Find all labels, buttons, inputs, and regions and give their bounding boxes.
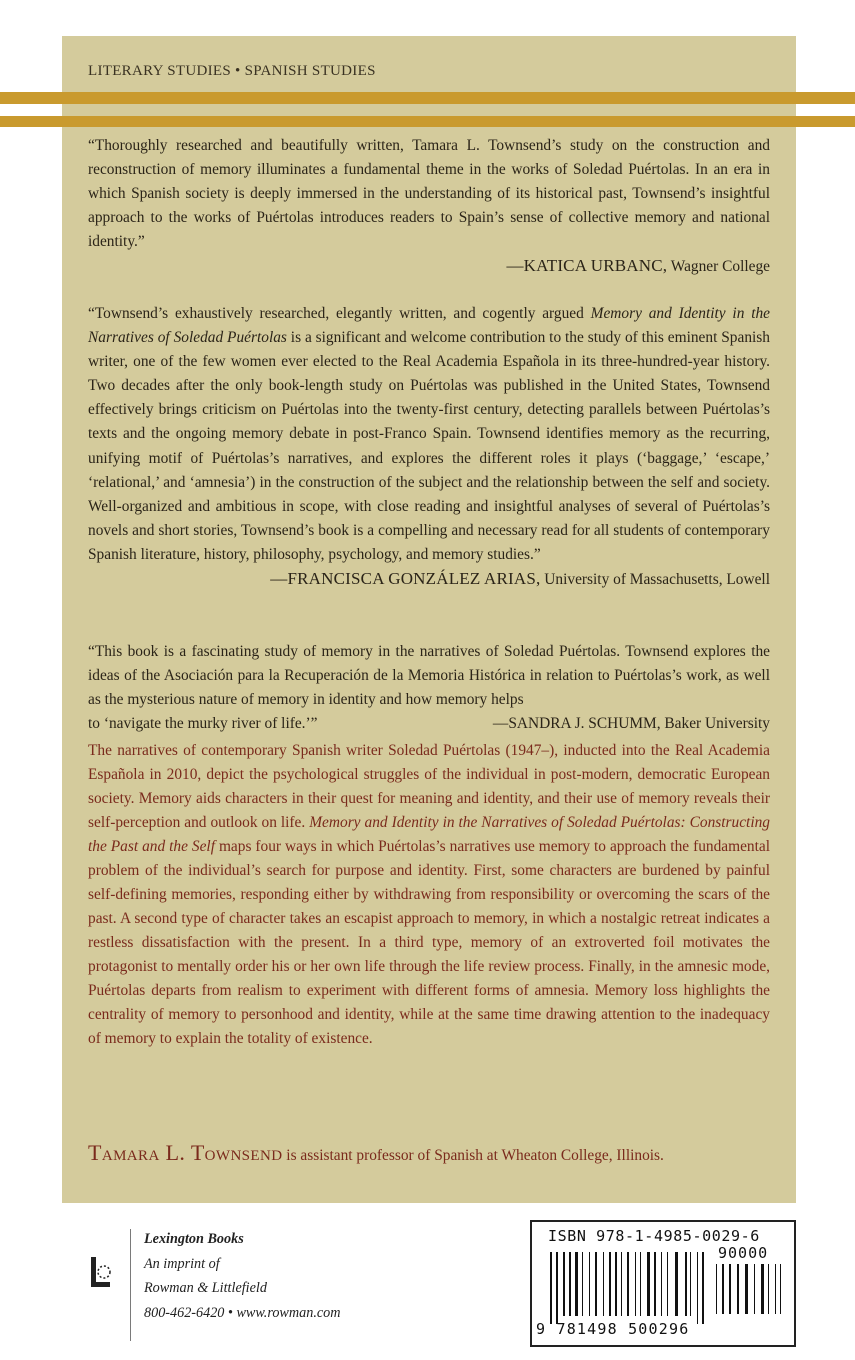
- barcode-bar: [563, 1252, 565, 1316]
- book-full-title: Memory and Identity in the Narratives of Soledad Puértolas: Constructing the Past and the Self: [88, 814, 770, 855]
- review-schumm: [88, 640, 770, 736]
- review-text-start: “Townsend’s exhaustively researched, elegantly written, and cogently argued: [88, 305, 591, 322]
- reviewer-affiliation: Baker University: [664, 715, 770, 733]
- barcode-bar: [640, 1252, 641, 1316]
- review-closing-text: to ‘navigate the murky river of life.’”: [88, 715, 318, 733]
- reviewer-affiliation: Wagner College: [670, 258, 770, 276]
- barcode-bar: [550, 1252, 552, 1324]
- barcode-bar: [615, 1252, 617, 1316]
- barcode-bar: [635, 1252, 636, 1316]
- publisher-contact: 800-462-6420 • www.rowman.com: [144, 1304, 341, 1321]
- barcode-bar: [627, 1252, 629, 1316]
- lexington-books-logo-icon: [88, 1253, 116, 1293]
- barcode-bar: [685, 1252, 687, 1316]
- author-name: Tamara L. Townsend: [88, 1140, 283, 1165]
- barcode-bar: [729, 1264, 731, 1314]
- book-title: Memory and Identity in the Narratives of Soledad Puértolas: [88, 305, 770, 347]
- barcode-bar: [603, 1252, 604, 1316]
- gold-stripe-top: [0, 92, 855, 104]
- parent-publisher: Rowman & Littlefield: [144, 1280, 267, 1296]
- barcode-bar: [761, 1264, 764, 1314]
- ean-digits: 9 781498 500296: [536, 1320, 690, 1338]
- publisher-name: Lexington Books: [144, 1231, 244, 1247]
- barcode-bar: [745, 1264, 748, 1314]
- barcode-bar: [556, 1252, 558, 1324]
- review-text: “This book is a fascinating study of memory in the narratives of Soledad Puértolas. Townsend explores the ideas of the Asociación para la Recuperación de la Memoria Histórica in relation to Puértolas’s work, as well as the mysterious nature of memory in identity and how memory helps: [88, 643, 770, 709]
- review-urbanc: [88, 134, 770, 280]
- barcode-bar: [768, 1264, 769, 1314]
- barcode-bar: [575, 1252, 578, 1316]
- barcode-bar: [667, 1252, 668, 1316]
- review-last-line: [88, 712, 770, 736]
- barcode-bar: [690, 1252, 691, 1316]
- reviewer-affiliation: University of Massachusetts, Lowell: [544, 571, 770, 589]
- barcode-bar: [737, 1264, 739, 1314]
- barcode-bar: [716, 1264, 717, 1314]
- price-barcode-bars: [716, 1264, 786, 1316]
- publisher-info: [144, 1227, 341, 1325]
- review-text: [88, 302, 770, 567]
- author-bio: [88, 1140, 778, 1166]
- barcode-bar: [654, 1252, 656, 1316]
- review-gonzalez-arias: [88, 302, 770, 592]
- review-attribution: [88, 567, 770, 592]
- description-start: The narratives of contemporary Spanish writer Soledad Puértolas (1947–), inducted into the Real Academia Española in 2010, depict the psychological struggles of the individual in post-modern, democratic European society. Memory aids characters in their quest for meaning and identity, and their use of memory reveals their self-perception and outlook on life.: [88, 742, 770, 831]
- isbn-label: ISBN 978-1-4985-0029-6: [548, 1227, 760, 1245]
- book-description: [88, 739, 770, 1051]
- barcode-bar: [702, 1252, 704, 1324]
- ean-barcode-bars: [550, 1252, 710, 1324]
- barcode-bar: [595, 1252, 597, 1316]
- subject-category: LITERARY STUDIES • SPANISH STUDIES: [88, 63, 376, 79]
- barcode-bar: [609, 1252, 611, 1316]
- barcode-bar: [722, 1264, 724, 1314]
- barcode-bar: [569, 1252, 571, 1316]
- reviewer-name: —KATICA URBANC,: [506, 256, 668, 276]
- author-bio-text: is assistant professor of Spanish at Wheaton College, Illinois.: [282, 1147, 664, 1164]
- barcode-bar: [675, 1252, 678, 1316]
- review-attribution: [88, 254, 770, 279]
- publisher-block: [88, 1227, 408, 1347]
- reviewer-name: —SANDRA J. SCHUMM,: [492, 715, 661, 733]
- barcode-bar: [697, 1252, 698, 1324]
- reviewer-name: —FRANCISCA GONZÁLEZ ARIAS,: [270, 569, 541, 589]
- barcode-bar: [621, 1252, 622, 1316]
- barcode-bar: [775, 1264, 776, 1314]
- gold-stripe-bottom: [0, 116, 855, 127]
- barcode-bar: [647, 1252, 650, 1316]
- barcode-bar: [589, 1252, 590, 1316]
- description-text: [88, 739, 770, 1051]
- publisher-divider: [130, 1229, 131, 1341]
- isbn-barcode: [530, 1220, 796, 1347]
- barcode-bar: [754, 1264, 755, 1314]
- review-text-end: is a significant and welcome contribution to the study of this eminent Spanish writer, one of the few women ever elected to the Real Academia Española in its three-hundred-year history. Two decades after the only book-length study on Puértolas was published in the United States, Townsend effectively brings criticism on Puértolas into the twenty-first century, detecting parallels between Puértolas’s texts and the ongoing memory debate in post-Franco Spain. Townsend identifies memory as the recurring, unifying motif of Puértolas’s narratives, and explores the different roles it plays (‘baggage,’ ‘escape,’ ‘relational,’ and ‘amnesia’) in the construction of the subject and the relationship between the self and society. Well-organized and ambitious in scope, with close reading and insightful analyses of several of Puértolas’s novels and short stories, Townsend’s book is a compelling and necessary read for all students of contemporary Spanish literature, history, philosophy, psychology, and memory studies.”: [88, 329, 770, 563]
- barcode-bar: [780, 1264, 781, 1314]
- review-text: “Thoroughly researched and beautifully written, Tamara L. Townsend’s study on the construction and reconstruction of memory illuminates a fundamental theme in the works of Soledad Puértolas. In an era in which Spanish society is deeply immersed in the understanding of its historical past, Townsend’s insightful approach to the works of Puértolas introduces readers to Spain’s sense of collective memory and national identity.”: [88, 137, 770, 251]
- description-end: maps four ways in which Puértolas’s narratives use memory to approach the fundamental problem of the individual’s search for purpose and identity. First, some characters are burdened by painful self-defining memories, responding either by withdrawing from responsibility or overcoming the scars of the past. A second type of character takes an escapist approach to memory, in which a nostalgic retreat indicates a restless dissatisfaction with the present. In a third type, memory of an extroverted foil motivates the protagonist to mentally order his or her own life through the life review process. Finally, in the amnesic mode, Puértolas departs from realism to experiment with different forms of amnesia. Memory loss highlights the centrality of memory to personhood and identity, while at the same time drawing attention to the inadequacy of memory to explain the totality of existence.: [88, 838, 771, 1047]
- imprint-line: An imprint of: [144, 1255, 220, 1272]
- price-code: 90000: [718, 1244, 769, 1262]
- barcode-bar: [582, 1252, 583, 1316]
- barcode-bar: [661, 1252, 662, 1316]
- review-attribution: [493, 712, 770, 736]
